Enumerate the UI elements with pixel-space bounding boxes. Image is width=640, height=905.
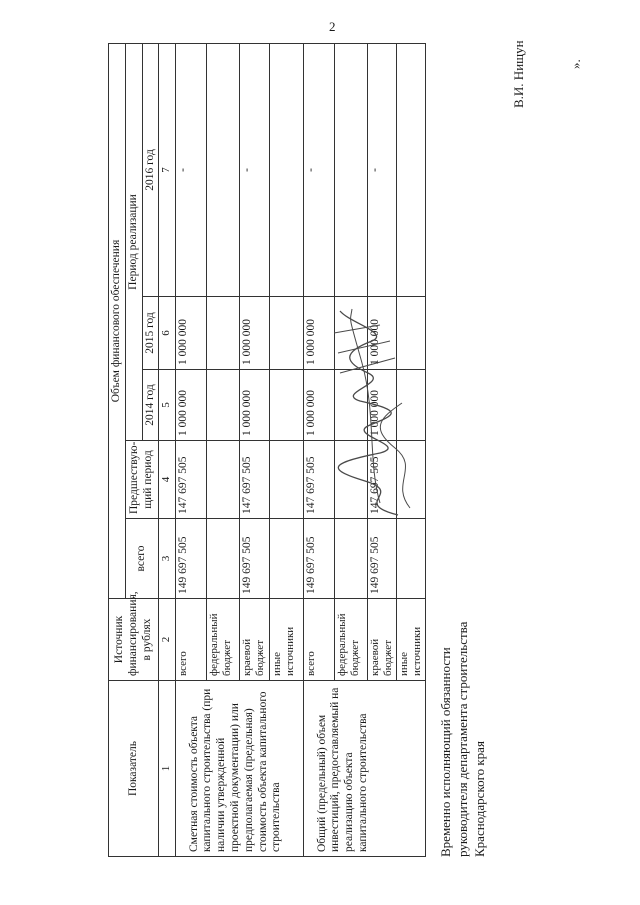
year-2014-cell: 1 000 000 — [175, 370, 206, 441]
source-cell: краевой бюджет — [239, 599, 269, 681]
closing-quote: ». — [568, 59, 583, 69]
year-2016-cell: - — [239, 43, 269, 296]
previous-cell: 147 697 505 — [175, 441, 206, 519]
previous-cell — [269, 441, 303, 519]
source-cell: краевой бюджет — [367, 599, 396, 681]
total-cell: 149 697 505 — [239, 519, 269, 599]
header-indicator: Показатель — [109, 681, 159, 857]
col-number: 2 — [159, 599, 175, 681]
signer-name: В.И. Нищун — [511, 40, 526, 108]
total-cell — [334, 519, 367, 599]
column-number-row — [159, 43, 175, 856]
indicator-estimated-cost: Сметная стоимость объекта капитального строительства (при наличии утвержденной проектной документации) или предполагаемая (предельная) стоимость объекта капитального строительства — [175, 681, 303, 857]
total-cell: 149 697 505 — [367, 519, 396, 599]
total-cell: 149 697 505 — [175, 519, 206, 599]
previous-cell: 147 697 505 — [367, 441, 396, 519]
previous-cell: 147 697 505 — [303, 441, 334, 519]
year-2014-cell: 1 000 000 — [367, 370, 396, 441]
col-number: 5 — [159, 370, 175, 441]
year-2015-cell: 1 000 000 — [239, 297, 269, 370]
source-cell: федеральный бюджет — [334, 599, 367, 681]
handwritten-signature — [310, 303, 430, 523]
indicator-total-investment: Общий (предельный) объем инвестиций, предоставляемый на реализацию объекта капитального строительства — [303, 681, 426, 857]
year-2016-cell — [334, 43, 367, 296]
year-2015-cell: 1 000 000 — [367, 297, 396, 370]
col-number: 1 — [159, 681, 175, 857]
header-volume-group: Объем финансового обеспечения — [109, 43, 126, 598]
year-2014-cell — [269, 370, 303, 441]
year-2016-cell — [269, 43, 303, 296]
total-cell — [396, 519, 425, 599]
header-total: всего — [125, 519, 159, 599]
col-number: 7 — [159, 43, 175, 296]
year-2016-cell — [206, 43, 239, 296]
year-2016-cell: - — [303, 43, 334, 296]
year-2015-cell — [206, 297, 239, 370]
col-number: 3 — [159, 519, 175, 599]
signer-position-line: Краснодарского края — [471, 741, 487, 857]
header-source: Источник финансирования, в рублях — [109, 599, 159, 681]
total-cell — [269, 519, 303, 599]
col-number: 4 — [159, 441, 175, 519]
table-row — [175, 43, 206, 856]
year-2016-cell: - — [367, 43, 396, 296]
source-cell: всего — [175, 599, 206, 681]
header-year-2015: 2015 год — [142, 297, 159, 370]
header-year-2016: 2016 год — [142, 43, 159, 296]
signer-position-line: руководителя департамента строительства — [454, 621, 470, 857]
source-cell: всего — [303, 599, 334, 681]
year-2016-cell — [396, 43, 425, 296]
header-previous-period: Предшествую-щий период — [125, 441, 159, 519]
page-number: 2 — [329, 19, 336, 34]
year-2015-cell — [269, 297, 303, 370]
previous-cell — [206, 441, 239, 519]
previous-cell: 147 697 505 — [239, 441, 269, 519]
year-2014-cell: 1 000 000 — [239, 370, 269, 441]
source-cell: федеральный бюджет — [206, 599, 239, 681]
year-2015-cell: 1 000 000 — [303, 297, 334, 370]
header-period-group: Период реализации — [125, 43, 142, 440]
source-cell: иные источники — [269, 599, 303, 681]
total-cell — [206, 519, 239, 599]
year-2014-cell — [206, 370, 239, 441]
signer-position-line: Временно исполняющий обязанности — [438, 647, 453, 857]
source-cell: иные источники — [396, 599, 425, 681]
year-2016-cell: - — [175, 43, 206, 296]
header-year-2014: 2014 год — [142, 370, 159, 441]
signature-block — [438, 622, 489, 857]
col-number: 6 — [159, 297, 175, 370]
total-cell: 149 697 505 — [303, 519, 334, 599]
year-2015-cell: 1 000 000 — [175, 297, 206, 370]
year-2014-cell: 1 000 000 — [303, 370, 334, 441]
